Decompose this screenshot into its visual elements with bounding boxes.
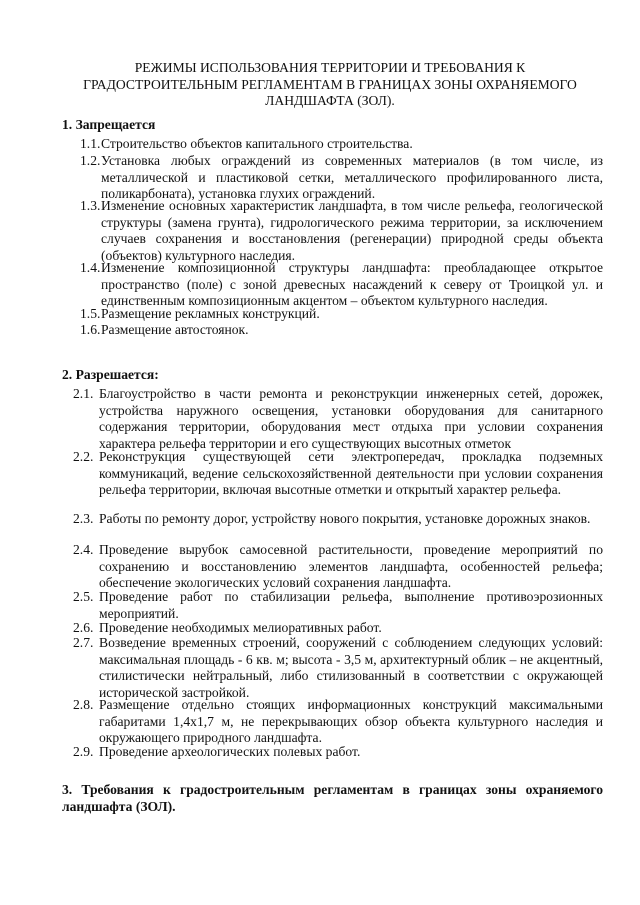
document-title: РЕЖИМЫ ИСПОЛЬЗОВАНИЯ ТЕРРИТОРИИ И ТРЕБОВАНИЯ К ГРАДОСТРОИТЕЛЬНЫМ РЕГЛАМЕНТАМ В ГРАНИЦАХ ЗОНЫ ОХРАНЯЕМОГО ЛАНДШАФТА (ЗОЛ). xyxy=(83,60,577,108)
item-number: 2.2. xyxy=(73,449,94,464)
list-item xyxy=(73,697,603,747)
item-number: 1.4. xyxy=(80,260,101,275)
item-number: 2.8. xyxy=(73,697,94,712)
item-text: Установка любых ограждений из современных материалов (в том числе, из металлической и пластиковой сетки, металлического профилированного листа, поликарбоната), установка глухих ограждений. xyxy=(101,153,603,201)
list-item xyxy=(80,136,603,153)
list-item xyxy=(80,306,603,323)
list-item xyxy=(80,322,603,339)
list-item xyxy=(80,198,603,264)
item-text: Изменение основных характеристик ландшафта, в том числе рельефа, геологической структуры (замена грунта), гидрологического режима территории, за исключением случаев сохранения и восстановления (регенерации) природной среды объекта (объектов) культурного наследия. xyxy=(101,198,603,263)
item-number: 2.5. xyxy=(73,589,94,604)
item-text: Благоустройство в части ремонта и реконструкции инженерных сетей, дорожек, устройства наружного освещения, установки оборудования для санитарного содержания территории, оборудования мест отдыха при условии сохранения характера рельефа территории и его существующих высотных отметок xyxy=(99,386,603,451)
item-number: 2.7. xyxy=(73,635,94,650)
list-item xyxy=(73,744,603,761)
list-item xyxy=(73,635,603,701)
item-text: Проведение работ по стабилизации рельефа, выполнение противоэрозионных мероприятий. xyxy=(99,589,603,621)
section-2-heading: 2. Разрешается: xyxy=(62,367,159,382)
item-text: Размещение отдельно стоящих информационных конструкций максимальными габаритами 1,4х1,7 м, не перекрывающих обзор объекта культурного наследия и окружающего природного ландшафта. xyxy=(99,697,603,745)
item-text: Реконструкция существующей сети электропередач, прокладка подземных коммуникаций, ведение сельскохозяйственной деятельности при условии сохранения рельефа территории, включая высотные отметки и открытый характер рельефа. xyxy=(99,449,603,497)
list-item xyxy=(73,449,603,499)
item-text: Проведение археологических полевых работ. xyxy=(99,744,361,759)
item-number: 1.1. xyxy=(80,136,101,151)
item-number: 2.4. xyxy=(73,542,94,557)
list-item xyxy=(80,260,603,310)
item-number: 1.5. xyxy=(80,306,101,321)
section-1-heading: 1. Запрещается xyxy=(62,117,156,132)
item-number: 1.2. xyxy=(80,153,101,168)
item-text: Проведение вырубок самосевной растительности, проведение мероприятий по сохранению и восстановлению элементов ландшафта, особенностей рельефа; обеспечение экологических условий сохранения ландшафта. xyxy=(99,542,603,590)
item-number: 2.1. xyxy=(73,386,94,401)
item-text: Размещение рекламных конструкций. xyxy=(101,306,320,321)
item-text: Строительство объектов капитального строительства. xyxy=(101,136,413,151)
list-item xyxy=(73,589,603,622)
list-item xyxy=(73,386,603,452)
list-item xyxy=(73,542,603,592)
item-number: 1.3. xyxy=(80,198,101,213)
item-number: 2.6. xyxy=(73,620,94,635)
item-text: Работы по ремонту дорог, устройству нового покрытия, установке дорожных знаков. xyxy=(99,511,591,526)
item-number: 2.3. xyxy=(73,511,94,526)
item-number: 2.9. xyxy=(73,744,94,759)
section-3-heading: 3. Требования к градостроительным регламентам в границах зоны охраняемого ландшафта (ЗОЛ). xyxy=(62,782,603,814)
item-number: 1.6. xyxy=(80,322,101,337)
list-item xyxy=(73,511,603,528)
item-text: Возведение временных строений, сооружений с соблюдением следующих условий: максимальная площадь - 6 кв. м; высота - 3,5 м, архитектурный облик – не акцентный, стилистически нейтральный, либо стилизованный в соответствии с окружающей исторической застройкой. xyxy=(99,635,603,700)
list-item xyxy=(80,153,603,203)
item-text: Размещение автостоянок. xyxy=(101,322,249,337)
item-text: Проведение необходимых мелиоративных работ. xyxy=(99,620,382,635)
item-text: Изменение композиционной структуры ландшафта: преобладающее открытое пространство (поле) с зоной древесных насаждений к северу от Троицкой ул. и единственным композиционным акцентом – объектом культурного наследия. xyxy=(101,260,603,308)
